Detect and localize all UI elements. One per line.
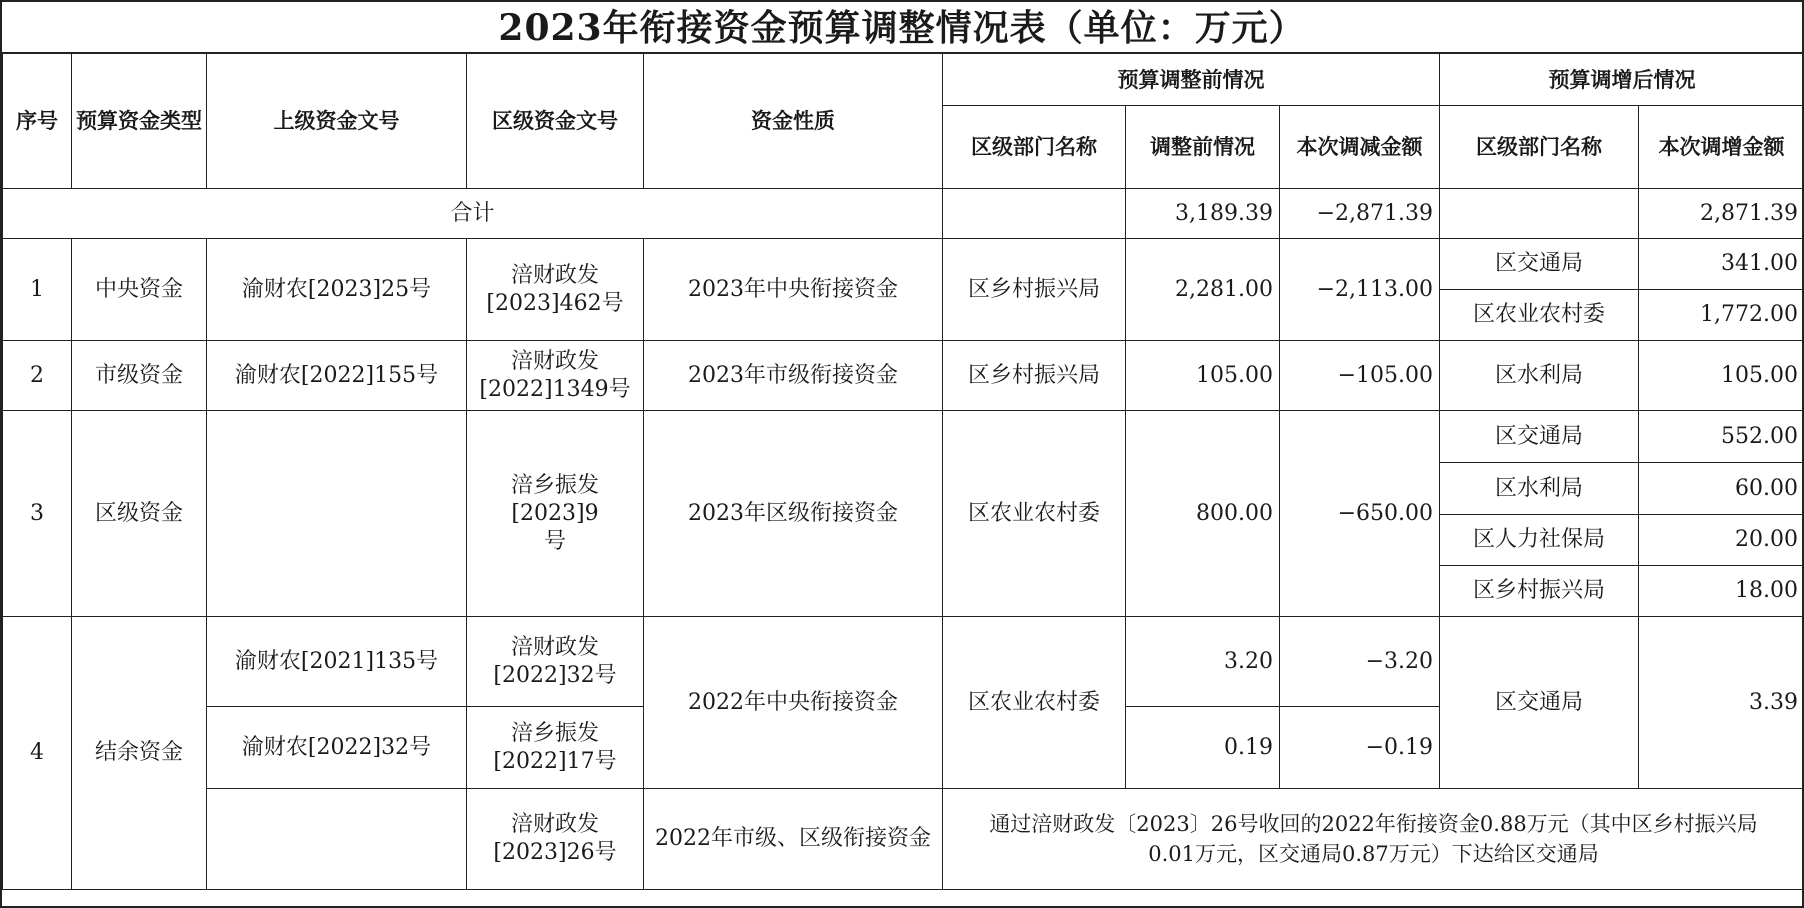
- row-upper-doc: [207, 411, 467, 617]
- district-doc-line: 涪财政发: [510, 812, 599, 837]
- row-before-amount: 2,281.00: [1126, 239, 1280, 341]
- header-before-amount: 调整前情况: [1126, 106, 1280, 189]
- row-district-doc: [467, 707, 644, 789]
- district-doc-line: 号: [543, 528, 566, 554]
- header-after-group: 预算调增后情况: [1440, 54, 1804, 106]
- note-line: 0.01万元，区交通局0.87万元）下达给区交通局: [1148, 842, 1599, 866]
- header-upper-doc: 上级资金文号: [207, 54, 467, 189]
- row-before-amount: 800.00: [1126, 411, 1280, 617]
- row-increase: 60.00: [1639, 463, 1804, 515]
- row-note: [943, 789, 1804, 890]
- district-doc-line: [2023]462号: [486, 290, 624, 316]
- header-district-doc: 区级资金文号: [467, 54, 644, 189]
- district-doc-line: 涪乡振发[2023]9: [510, 472, 599, 526]
- row-district-doc: [467, 341, 644, 411]
- table-row: [3, 411, 1804, 463]
- table-row: [3, 789, 1804, 890]
- row-before-amount: 3.20: [1126, 617, 1280, 707]
- header-decrease: 本次调减金额: [1280, 106, 1440, 189]
- table-row: [3, 239, 1804, 290]
- table-row: [3, 617, 1804, 707]
- district-doc-line: [2022]32号: [493, 662, 617, 688]
- row-upper-doc: 渝财农[2022]32号: [207, 707, 467, 789]
- row-increase: 18.00: [1639, 566, 1804, 617]
- row-fund-type: 结余资金: [72, 617, 207, 890]
- row-upper-doc: [207, 789, 467, 890]
- row-district-doc: [467, 411, 644, 617]
- row-before-dept: 区乡村振兴局: [943, 239, 1126, 341]
- row-fund-type: 区级资金: [72, 411, 207, 617]
- district-doc-line: [2022]17号: [493, 748, 617, 774]
- header-seq: 序号: [3, 54, 72, 189]
- header-row-1: [3, 54, 1804, 106]
- row-after-dept: 区人力社保局: [1440, 515, 1639, 566]
- row-seq: 2: [3, 341, 72, 411]
- district-doc-line: 涪乡振发: [510, 720, 599, 746]
- header-before-group: 预算调整前情况: [943, 54, 1440, 106]
- total-increase: 2,871.39: [1639, 189, 1804, 239]
- total-decrease: −2,871.39: [1280, 189, 1440, 239]
- row-decrease: −0.19: [1280, 707, 1440, 789]
- header-fund-type: 预算资金类型: [72, 54, 207, 189]
- row-increase: 3.39: [1639, 617, 1804, 789]
- row-after-dept: 区水利局: [1440, 463, 1639, 515]
- header-increase: 本次调增金额: [1639, 106, 1804, 189]
- row-before-amount: 0.19: [1126, 707, 1280, 789]
- header-before-dept: 区级部门名称: [943, 106, 1126, 189]
- header-after-dept: 区级部门名称: [1440, 106, 1639, 189]
- row-fund-type: 中央资金: [72, 239, 207, 341]
- row-seq: 4: [3, 617, 72, 890]
- row-before-amount: 105.00: [1126, 341, 1280, 411]
- district-doc-line: [2022]1349号: [479, 376, 631, 402]
- total-row: [3, 189, 1804, 239]
- total-label: 合计: [3, 189, 943, 239]
- row-district-doc: [467, 239, 644, 341]
- row-decrease: −105.00: [1280, 341, 1440, 411]
- row-decrease: −3.20: [1280, 617, 1440, 707]
- row-after-dept: 区交通局: [1440, 411, 1639, 463]
- row-seq: 1: [3, 239, 72, 341]
- row-increase: 105.00: [1639, 341, 1804, 411]
- row-nature: 2023年中央衔接资金: [644, 239, 943, 341]
- row-nature: 2022年市级、区级衔接资金: [644, 789, 943, 890]
- row-after-dept: 区水利局: [1440, 341, 1639, 411]
- row-upper-doc: 渝财农[2023]25号: [207, 239, 467, 341]
- page-title: 2023年衔接资金预算调整情况表（单位：万元）: [2, 2, 1802, 54]
- row-after-dept: 区乡村振兴局: [1440, 566, 1639, 617]
- row-fund-type: 市级资金: [72, 341, 207, 411]
- row-seq: 3: [3, 411, 72, 617]
- district-doc-line: 涪财政发: [510, 634, 599, 660]
- row-district-doc: [467, 617, 644, 707]
- row-increase: 341.00: [1639, 239, 1804, 290]
- row-increase: 1,772.00: [1639, 290, 1804, 341]
- district-doc-line: 涪财政发: [510, 262, 599, 288]
- total-before-amount: 3,189.39: [1126, 189, 1280, 239]
- table-row: [3, 341, 1804, 411]
- row-after-dept: 区农业农村委: [1440, 290, 1639, 341]
- row-increase: 552.00: [1639, 411, 1804, 463]
- district-doc-line: [2023]26号: [493, 840, 617, 865]
- header-nature: 资金性质: [644, 54, 943, 189]
- row-district-doc: [467, 789, 644, 890]
- row-before-dept: 区农业农村委: [943, 411, 1126, 617]
- row-after-dept: 区交通局: [1440, 239, 1639, 290]
- note-line: 通过涪财政发〔2023〕26号收回的2022年衔接资金0.88万元（其中区乡村振兴局: [989, 812, 1758, 836]
- row-nature: 2022年中央衔接资金: [644, 617, 943, 789]
- total-before-dept: [943, 189, 1126, 239]
- row-after-dept: 区交通局: [1440, 617, 1639, 789]
- row-nature: 2023年市级衔接资金: [644, 341, 943, 411]
- row-upper-doc: 渝财农[2022]155号: [207, 341, 467, 411]
- row-upper-doc: 渝财农[2021]135号: [207, 617, 467, 707]
- row-before-dept: 区乡村振兴局: [943, 341, 1126, 411]
- row-increase: 20.00: [1639, 515, 1804, 566]
- total-after-dept: [1440, 189, 1639, 239]
- row-decrease: −650.00: [1280, 411, 1440, 617]
- budget-table: [2, 53, 1804, 890]
- district-doc-line: 涪财政发: [510, 348, 599, 374]
- row-before-dept: 区农业农村委: [943, 617, 1126, 789]
- row-decrease: −2,113.00: [1280, 239, 1440, 341]
- row-nature: 2023年区级衔接资金: [644, 411, 943, 617]
